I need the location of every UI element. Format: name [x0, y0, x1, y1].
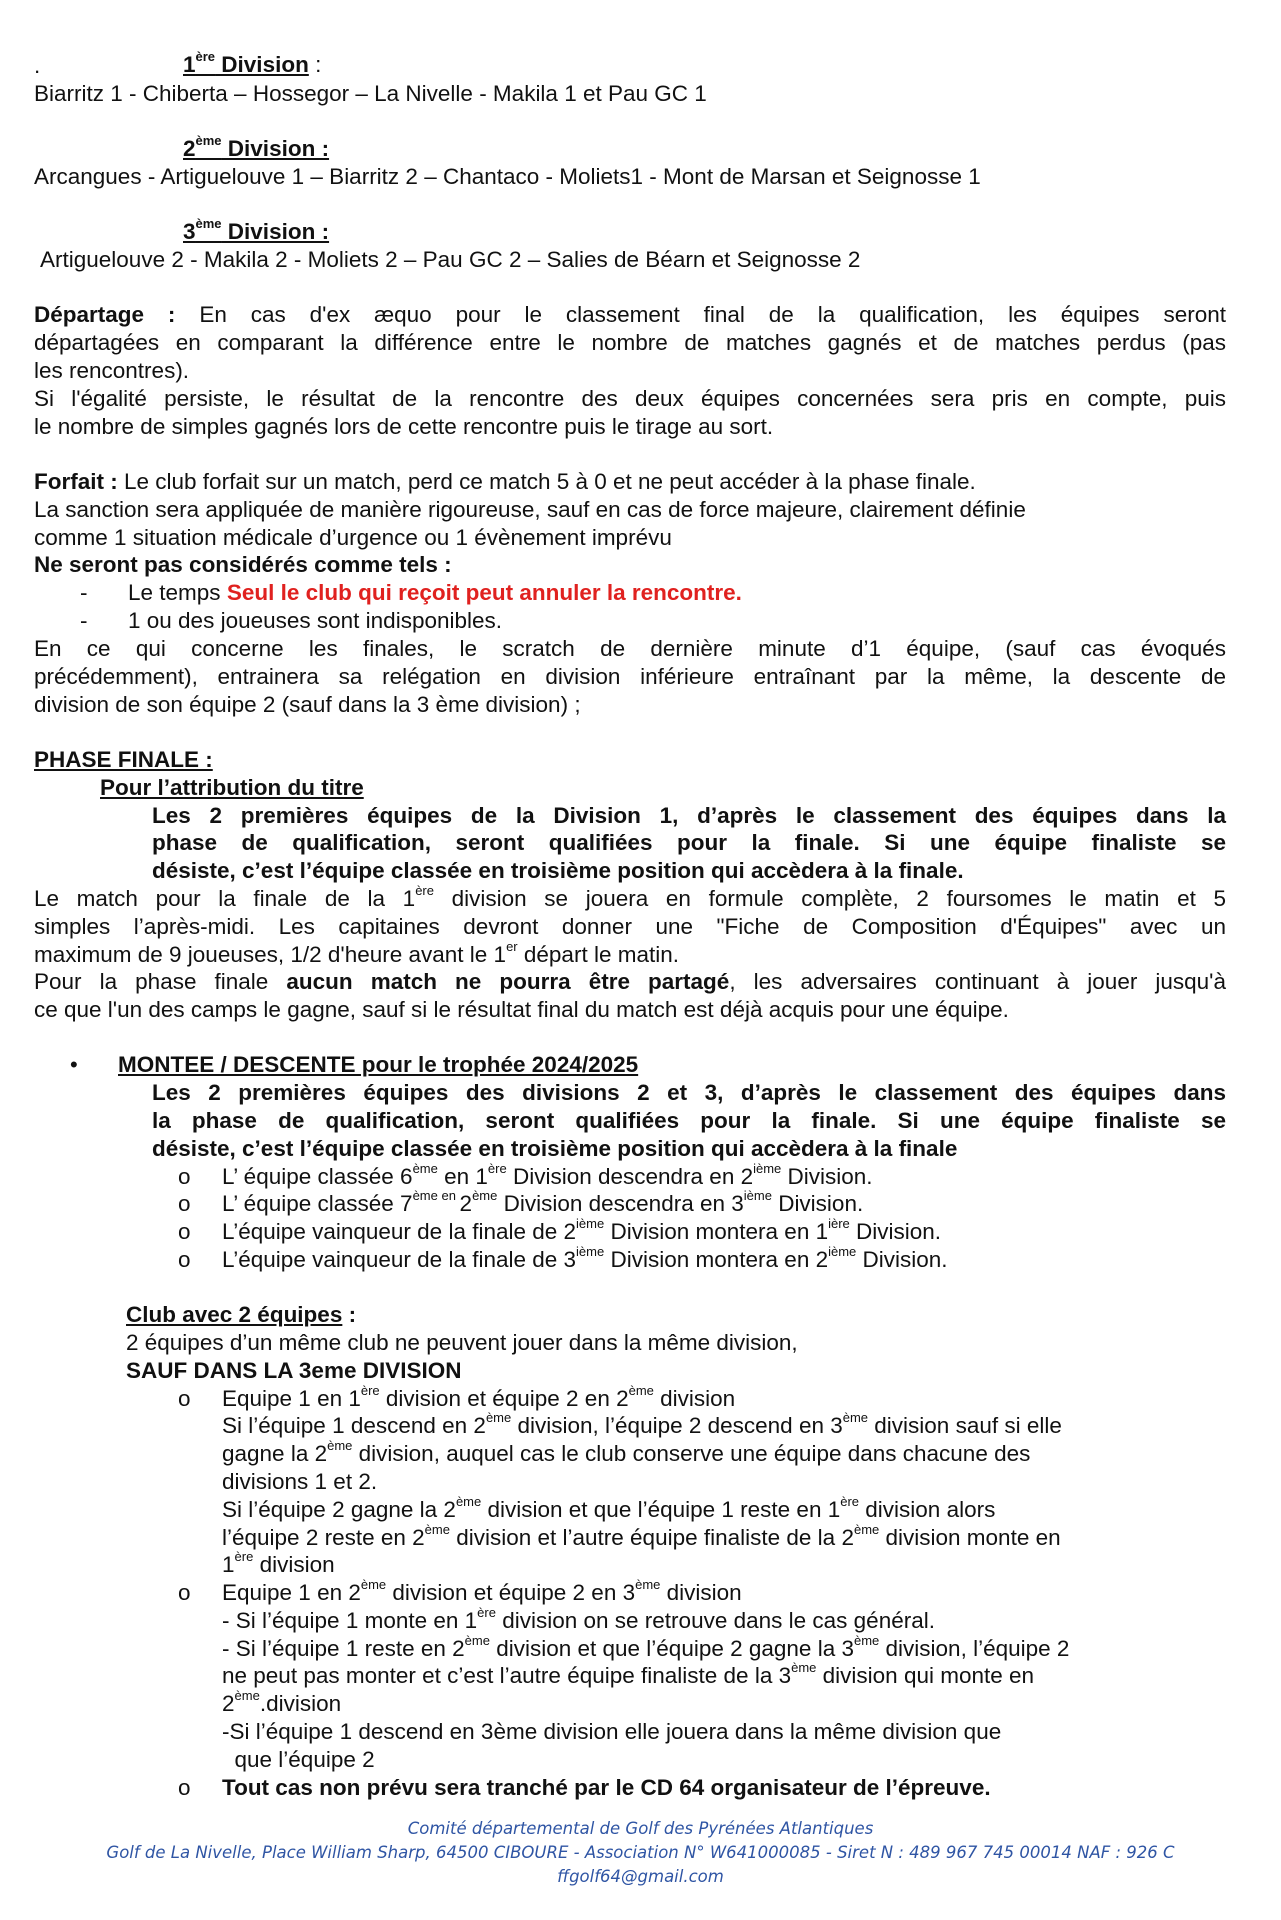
club2-case-b-1: Equipe 1 en 2ème division et équipe 2 en 3ème division: [222, 1576, 742, 1605]
forfait-not-considered: Ne seront pas considérés comme tels :: [34, 552, 452, 577]
forfait-item-1-warning: Seul le club qui reçoit peut annuler la rencontre.: [226, 580, 742, 605]
club2-final-note: Tout cas non prévu sera tranché par le CD 64 organisateur de l’épreuve.: [222, 1775, 991, 1800]
forfait-dash-1: -: [80, 580, 88, 605]
footer-email: ffgolf64@gmail.com: [557, 1867, 724, 1886]
phase-finale-bold-2: phase de qualification, seront qualifiées pour la finale. Si une équipe finaliste se: [152, 830, 1226, 855]
montee-bold-2: la phase de qualification, seront qualifiées pour la finale. Si une équipe finaliste se: [152, 1108, 1226, 1133]
club2-title: Club avec 2 équipes :: [126, 1302, 357, 1327]
phase-finale-para-5: ce que l'un des camps le gagne, sauf si le résultat final du match est déjà acquis pour une équipe.: [34, 997, 1009, 1022]
montee-bold-1: Les 2 premières équipes des divisions 2 et 3, d’après le classement des équipes dans: [152, 1080, 1226, 1105]
club2-line-1: 2 équipes d’un même club ne peuvent jouer dans la même division,: [126, 1330, 798, 1355]
montee-item-1: L’ équipe classée 6ème en 1ère Division descendra en 2ième Division.: [222, 1160, 873, 1189]
montee-bold-3: désiste, c’est l’équipe classée en troisième position qui accèdera à la finale: [152, 1136, 958, 1161]
forfait-line-6: division de son équipe 2 (sauf dans la 3 ème division) ;: [34, 692, 581, 717]
forfait-item-1: Le temps Seul le club qui reçoit peut annuler la rencontre.: [128, 580, 742, 605]
club2-case-a-2: Si l’équipe 1 descend en 2ème division, l’équipe 2 descend en 3ème division sauf si elle: [222, 1409, 1062, 1438]
division-2-clubs: Arcangues - Artiguelouve 1 – Biarritz 2 – Chantaco - Moliets1 - Mont de Marsan et Seignosse 1: [34, 164, 981, 189]
club2-case-b-7: que l’équipe 2: [222, 1747, 375, 1772]
forfait-line-2: La sanction sera appliquée de manière rigoureuse, sauf en cas de force majeure, clairement définie: [34, 497, 1026, 522]
forfait-line-1: Forfait : Le club forfait sur un match, perd ce match 5 à 0 et ne peut accéder à la phase finale.: [34, 469, 976, 494]
club2-marker-b: o: [178, 1580, 191, 1605]
club2-case-a-7: 1ère division: [222, 1548, 335, 1577]
montee-marker-4: o: [178, 1247, 191, 1272]
club2-case-b-5: 2ème.division: [222, 1687, 342, 1716]
departage-line-2: départagées en comparant la différence entre le nombre de matches gagnés et de matches perdus (pas: [34, 330, 1226, 355]
phase-finale-subtitle: Pour l’attribution du titre: [100, 775, 364, 800]
montee-marker-1: o: [178, 1164, 191, 1189]
division-1-clubs: Biarritz 1 - Chiberta – Hossegor – La Nivelle - Makila 1 et Pau GC 1: [34, 81, 707, 106]
club2-line-2: SAUF DANS LA 3eme DIVISION: [126, 1358, 462, 1383]
forfait-label: Forfait :: [34, 469, 118, 494]
phase-finale-para-4: Pour la phase finale aucun match ne pourra être partagé, les adversaires continuant à jouer jusqu'à: [34, 969, 1226, 994]
club2-case-a-1: Equipe 1 en 1ère division et équipe 2 en 2ème division: [222, 1382, 736, 1411]
club2-marker-a: o: [178, 1386, 191, 1411]
departage-line-3: les rencontres).: [34, 358, 190, 383]
club2-case-a-4: divisions 1 et 2.: [222, 1469, 378, 1494]
phase-finale-title: PHASE FINALE :: [34, 747, 213, 772]
departage-line-4: Si l'égalité persiste, le résultat de la rencontre des deux équipes concernées sera pris en compte, puis: [34, 386, 1226, 411]
departage-label: Départage :: [34, 302, 176, 327]
montee-item-3: L’équipe vainqueur de la finale de 2ième Division montera en $1^{ière}$ Division.: [222, 1215, 942, 1244]
division-2-heading: 2ème Division :: [183, 132, 330, 161]
forfait-dash-2: -: [80, 608, 88, 633]
phase-finale-para-1: Le match pour la finale de la 1ère division se jouera en formule complète, 2 foursomes le matin et 5: [34, 882, 1226, 911]
montee-item-4: L’équipe vainqueur de la finale de 3ième Division montera en 2ième Division.: [222, 1243, 948, 1272]
montee-bullet: •: [70, 1052, 78, 1077]
phase-finale-para-2: simples l’après-midi. Les capitaines devront donner une "Fiche de Composition d'Équipes" avec un: [34, 914, 1226, 939]
forfait-line-4: En ce qui concerne les finales, le scratch de dernière minute d’1 équipe, (sauf cas évoqués: [34, 636, 1226, 661]
division-3-heading: 3ème Division :: [183, 215, 330, 244]
club2-case-a-3: gagne la 2ème division, auquel cas le club conserve une équipe dans chacune des: [222, 1437, 1031, 1466]
stray-dot: .: [34, 53, 41, 78]
club2-case-b-2: - Si l’équipe 1 monte en 1ère division on se retrouve dans le cas général.: [222, 1604, 935, 1633]
phase-finale-para-3: maximum de 9 joueuses, 1/2 d'heure avant le 1er départ le matin.: [34, 938, 679, 967]
departage-line-1: Départage : En cas d'ex æquo pour le classement final de la qualification, les équipes seront: [34, 302, 1226, 327]
club2-case-b-6: -Si l’équipe 1 descend en 3ème division elle jouera dans la même division que: [222, 1719, 1002, 1744]
division-1-heading: 1ère Division :: [183, 48, 322, 77]
phase-finale-bold-3: désiste, c’est l’équipe classée en troisième position qui accèdera à la finale.: [152, 858, 964, 883]
departage-line-5: le nombre de simples gagnés lors de cette rencontre puis le tirage au sort.: [34, 414, 774, 439]
footer-committee: Comité départemental de Golf des Pyrénées Atlantiques: [407, 1819, 874, 1838]
division-3-clubs: Artiguelouve 2 - Makila 2 - Moliets 2 – Pau GC 2 – Salies de Béarn et Seignosse 2: [40, 247, 861, 272]
montee-title: MONTEE / DESCENTE pour le trophée 2024/2025: [118, 1052, 639, 1077]
forfait-item-2: 1 ou des joueuses sont indisponibles.: [128, 608, 503, 633]
club2-case-a-5: Si l’équipe 2 gagne la 2ème division et que l’équipe 1 reste en 1ère division alors: [222, 1493, 996, 1522]
footer-address: Golf de La Nivelle, Place William Sharp, 64500 CIBOURE - Association N° W641000085 - Siret N : 489 967 745 00014 NAF : 926 C: [106, 1843, 1175, 1862]
club2-case-b-3: - Si l’équipe 1 reste en 2ème division et que l’équipe 2 gagne la 3ème division, l’équipe 2: [222, 1632, 1070, 1661]
club2-case-a-6: l’équipe 2 reste en 2ème division et l’autre équipe finaliste de la 2ème division monte en: [222, 1521, 1061, 1550]
club2-marker-c: o: [178, 1775, 191, 1800]
montee-marker-3: o: [178, 1219, 191, 1244]
montee-item-2: L’ équipe classée $7^{ème en}$ 2ème Division descendra en 3ième Division.: [222, 1187, 864, 1216]
phase-finale-bold-1: Les 2 premières équipes de la Division 1, d’après le classement des équipes dans la: [152, 803, 1226, 828]
montee-marker-2: o: [178, 1191, 191, 1216]
forfait-line-5: précédemment), entrainera sa relégation en division inférieure entraînant par la même, la descente de: [34, 664, 1226, 689]
club2-case-b-4: ne peut pas monter et c’est l’autre équipe finaliste de la 3ème division qui monte en: [222, 1659, 1035, 1688]
forfait-line-3: comme 1 situation médicale d’urgence ou 1 évènement imprévu: [34, 525, 672, 550]
